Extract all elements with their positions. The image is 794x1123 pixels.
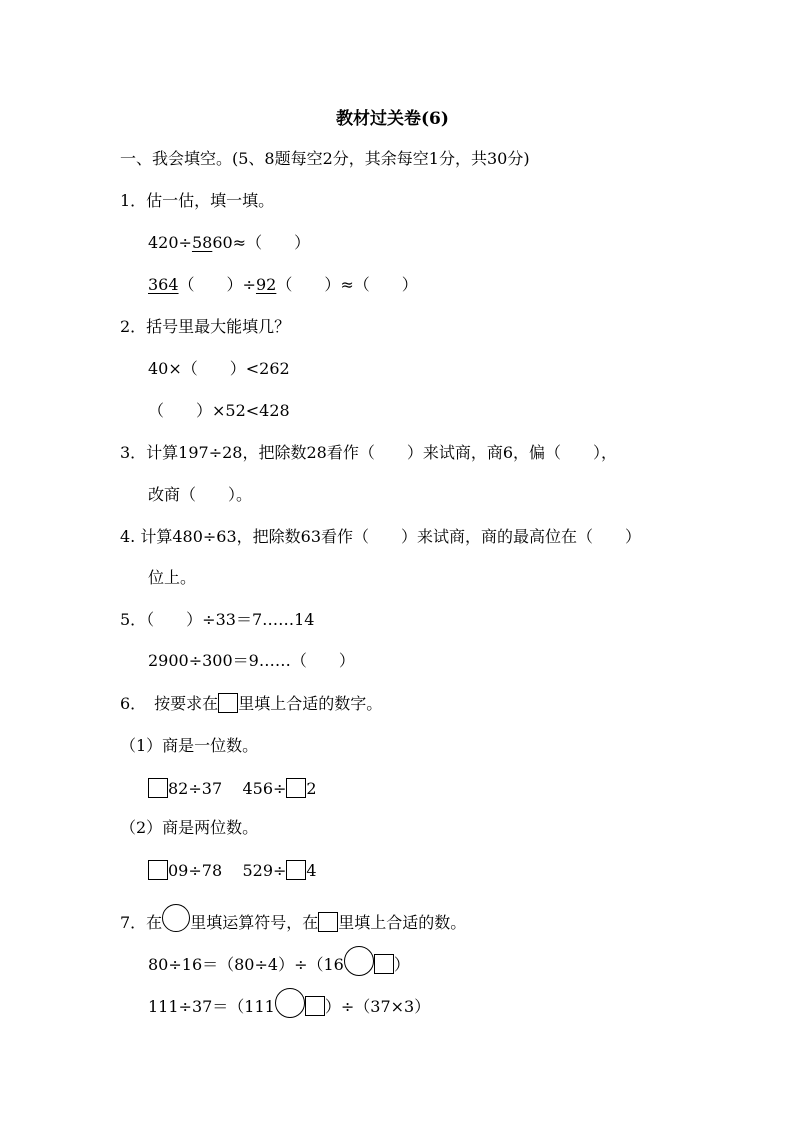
answer-box-icon — [318, 912, 338, 932]
q4-line1: 4. 计算480÷63，把除数63看作（ ）来试商，商的最高位在（ ） — [120, 527, 642, 546]
q6-sub2: （2）商是两位数。 — [120, 818, 259, 837]
q6-sub1: （1）商是一位数。 — [120, 736, 259, 755]
page-title: 教材过关卷(6) — [336, 109, 449, 129]
answer-box-icon — [305, 996, 325, 1016]
answer-box-icon — [286, 778, 306, 798]
q3-line1: 3．计算197÷28，把除数28看作（ ）来试商，商6，偏（ ）， — [120, 443, 618, 462]
q3-line2: 改商（ ）。 — [148, 485, 253, 504]
section-heading: 一、我会填空。(5、8题每空2分，其余每空1分，共30分) — [120, 149, 530, 168]
q5-item-b: 2900÷300＝9……（ ） — [148, 651, 355, 670]
answer-box-icon — [218, 693, 238, 713]
q7-prompt: 7．在 里填运算符号，在 里填上合适的数。 — [120, 904, 466, 934]
answer-circle-icon — [344, 946, 374, 976]
answer-box-icon — [148, 778, 168, 798]
q1-item-b: 364（ ）÷92（ ）≈（ ） — [148, 275, 418, 294]
q4-line2: 位上。 — [148, 568, 197, 587]
answer-circle-icon — [162, 904, 190, 932]
answer-box-icon — [286, 860, 306, 880]
q2-item-a: 40×（ ）<262 — [148, 359, 290, 378]
q6-sub2-items: 09÷78 529÷ 4 — [148, 860, 317, 882]
answer-box-icon — [148, 860, 168, 880]
q2-item-b: （ ）×52<428 — [148, 401, 290, 420]
q7-item-b: 111÷37＝（111 ）÷（37×3） — [148, 988, 430, 1018]
answer-circle-icon — [275, 988, 305, 1018]
q1-prompt: 1．估一估，填一填。 — [120, 191, 275, 210]
q2-prompt: 2．括号里最大能填几？ — [120, 317, 291, 336]
q6-prompt: 6． 按要求在 里填上合适的数字。 — [120, 694, 383, 713]
answer-box-icon — [374, 954, 394, 974]
q1-item-a: 420÷5860≈（ ） — [148, 233, 311, 252]
q5-item-a: 5．（ ）÷33＝7……14 — [120, 610, 315, 629]
q6-sub1-items: 82÷37 456÷ 2 — [148, 778, 317, 800]
q7-item-a: 80÷16＝（80÷4）÷（16 ） — [148, 946, 410, 976]
